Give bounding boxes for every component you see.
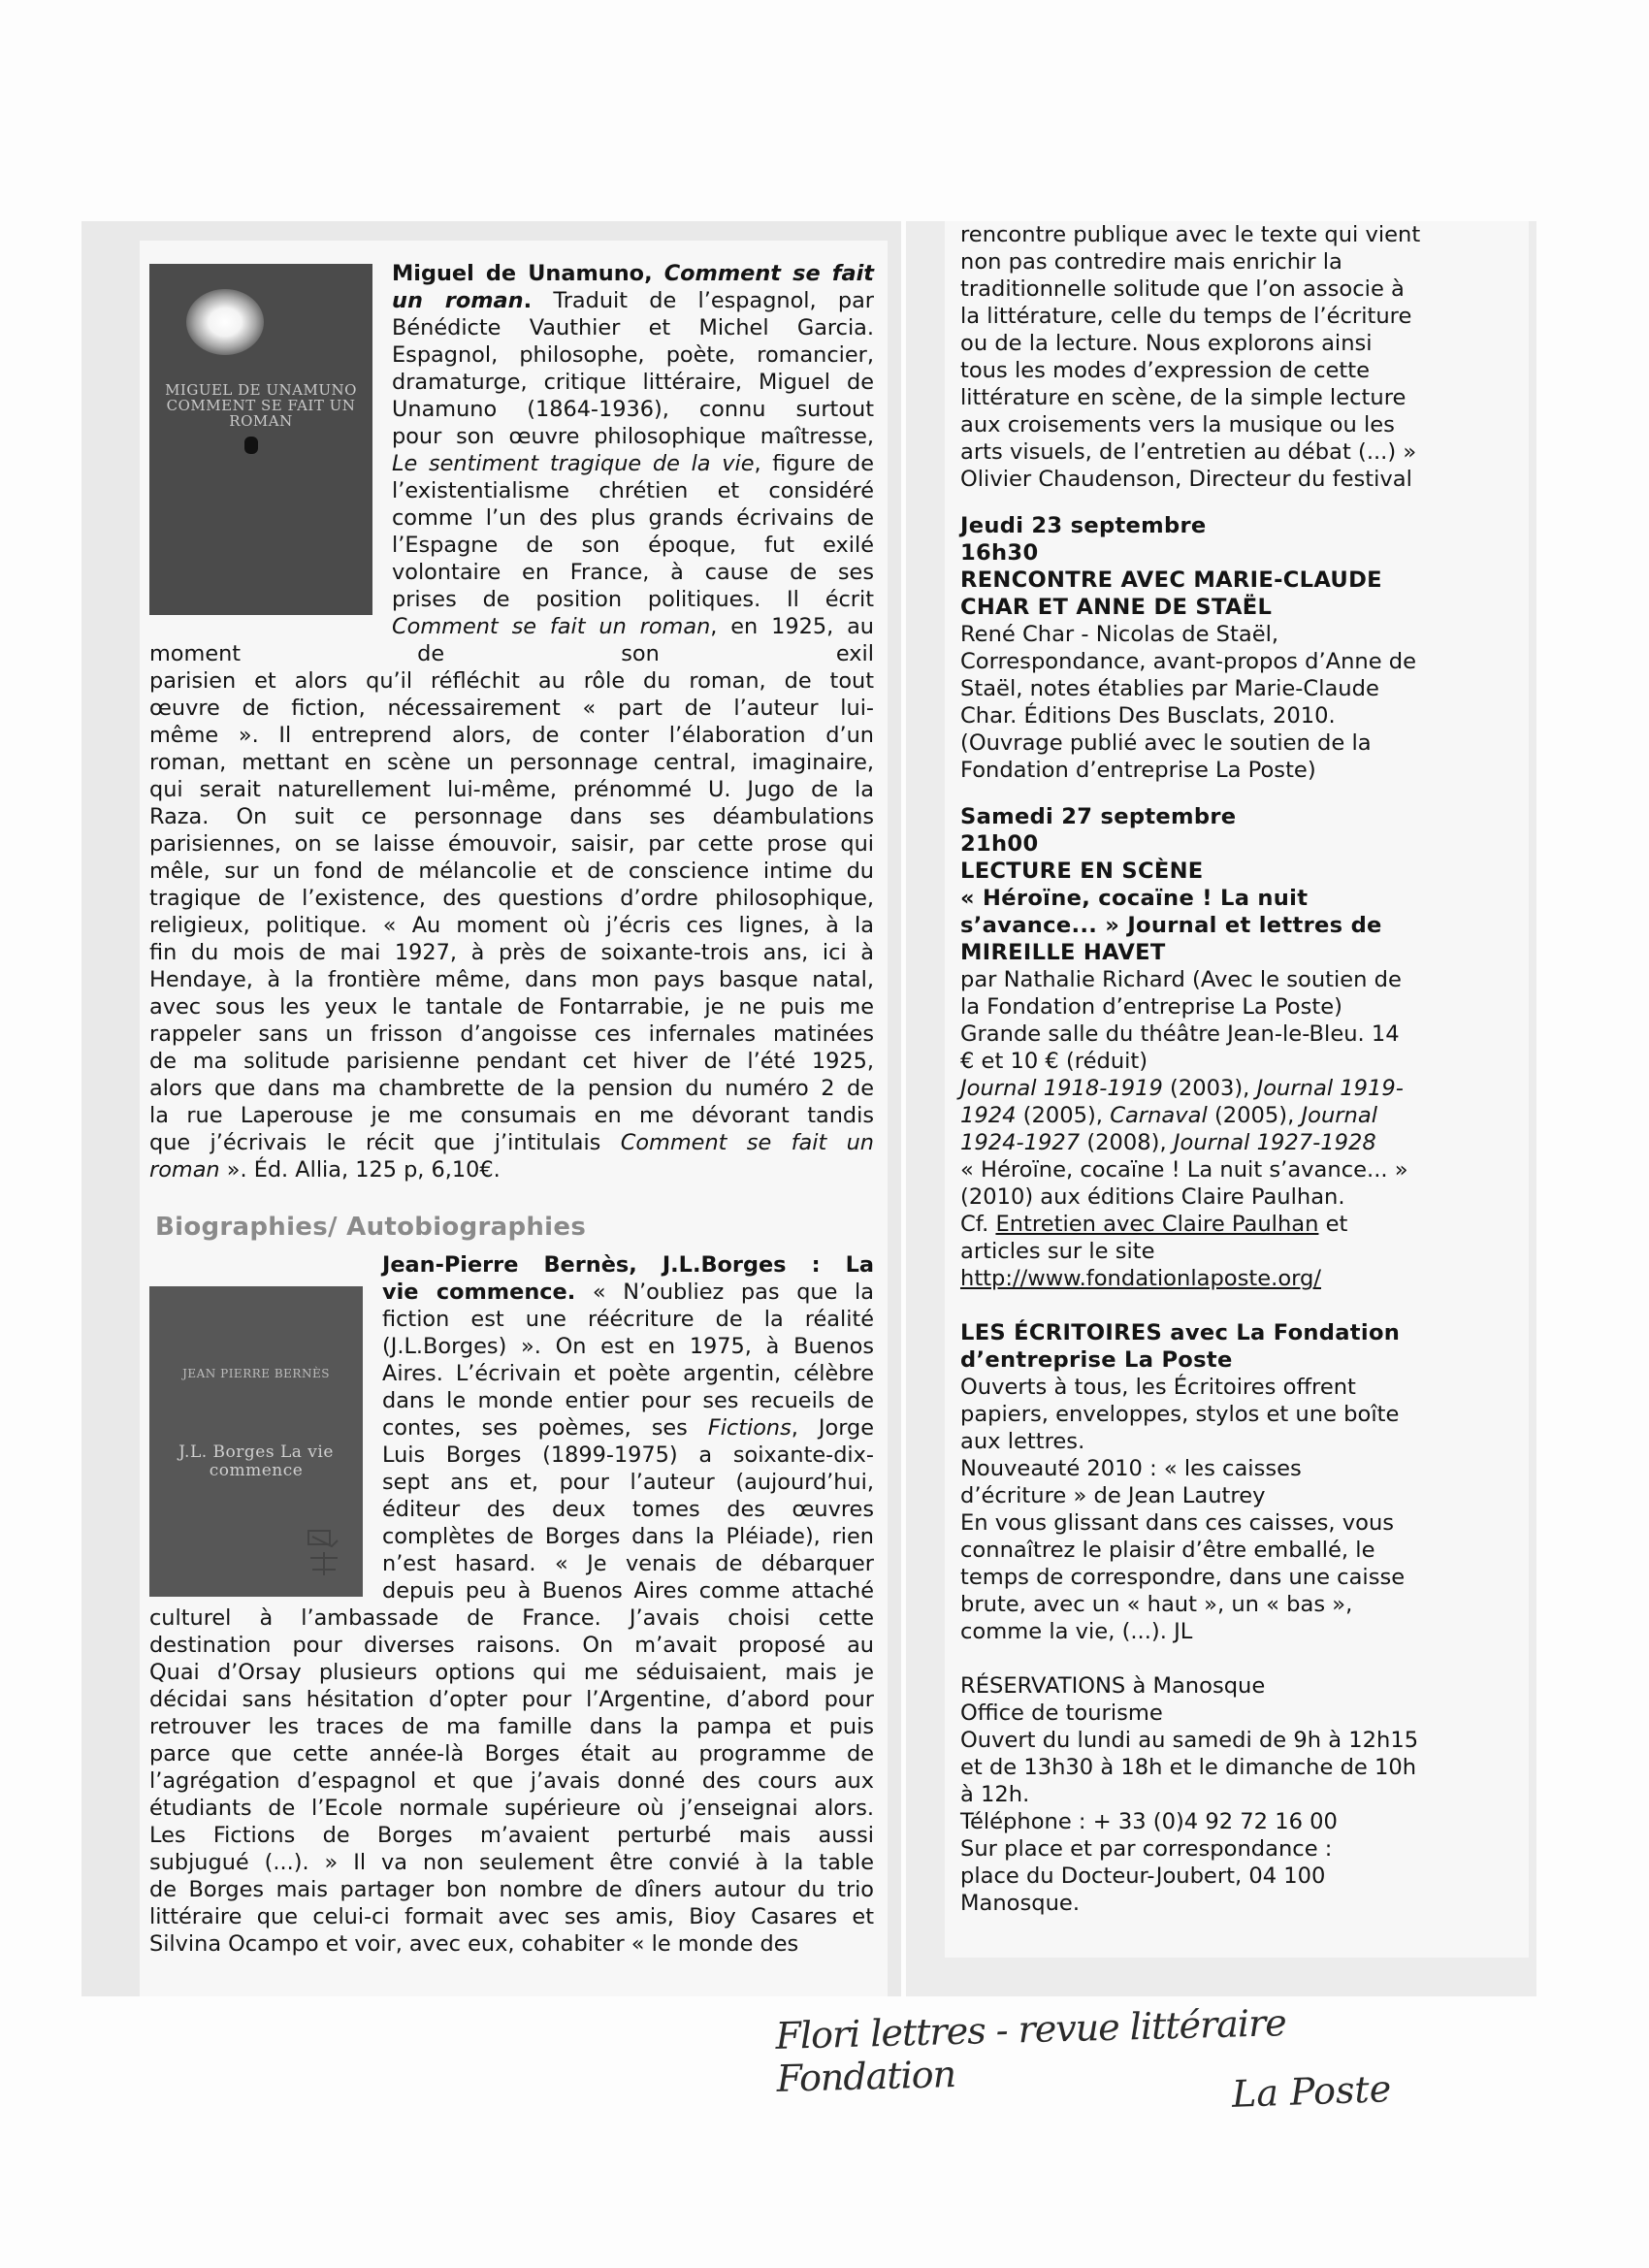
event-body-char-stael: [960, 621, 1519, 784]
text-line: de Borges mais partager bon nombre de dîners autour du trio: [149, 1877, 874, 1902]
text-line: éditeur des deux tomes des œuvres: [382, 1497, 874, 1522]
event-mireille-havet: [960, 803, 1519, 1292]
text-line: Téléphone : + 33 (0)4 92 72 16 00: [960, 1809, 1338, 1834]
ecritoires-block: [960, 1319, 1519, 1645]
review-borges: [149, 1251, 874, 1958]
text-line: pour son œuvre philosophique maîtresse,: [392, 424, 874, 449]
text-line: depuis peu à Buenos Aires comme attaché: [382, 1578, 874, 1604]
text-line: Sur place et par correspondance :: [960, 1836, 1333, 1862]
handwritten-note: [776, 1991, 1436, 2117]
text-line: Miguel de Unamuno, Comment se fait: [392, 261, 874, 286]
text-line: (Ouvrage publié avec le soutien de la: [960, 730, 1372, 756]
text-line: d’écriture » de Jean Lautrey: [960, 1483, 1266, 1508]
text-line: Grande salle du théâtre Jean-le-Bleu. 14: [960, 1021, 1400, 1047]
heading-line: LECTURE EN SCÈNE: [960, 859, 1204, 884]
text-line: RÉSERVATIONS à Manosque: [960, 1673, 1266, 1699]
text-line: Char. Éditions Des Busclats, 2010.: [960, 703, 1336, 729]
text-line: 1924-1927 (2008), Journal 1927-1928: [960, 1130, 1376, 1155]
text-line: René Char - Nicolas de Staël,: [960, 622, 1279, 647]
text-line: rencontre publique avec le texte qui vient: [960, 222, 1421, 247]
text-line: à 12h.: [960, 1782, 1030, 1807]
text-line: Bénédicte Vauthier et Michel Garcia.: [392, 315, 874, 340]
doodle-icon: [303, 1527, 345, 1579]
text-line: avec sous les yeux le tantale de Fontarrabie, je ne puis me: [149, 994, 874, 1020]
text-line: Hendaye, à la frontière même, dans mon pays basque natal,: [149, 967, 874, 992]
text-line: ou de la lecture. Nous explorons ainsi: [960, 331, 1373, 356]
left-column: [81, 221, 901, 1996]
text-line: Les Fictions de Borges m’avaient perturbé mais aussi: [149, 1823, 874, 1848]
text-line: Nouveauté 2010 : « les caisses: [960, 1456, 1302, 1481]
text-line: mêle, sur un fond de mélancolie et de conscience intime du: [149, 859, 874, 884]
ecritoires-body: [960, 1374, 1519, 1645]
text-line: culturel à l’ambassade de France. J’avais choisi cette: [149, 1605, 874, 1631]
text-line: fin du mois de mai 1927, à près de soixante-trois ans, ici à: [149, 940, 874, 965]
text-line: non pas contredire mais enrichir la: [960, 249, 1342, 275]
reservations-block: [960, 1672, 1519, 1917]
event-heading-char-stael: [960, 512, 1519, 621]
text-line: que j’écrivais le récit que j’intitulais Comment se fait un: [149, 1130, 874, 1155]
text-line: Office de tourisme: [960, 1701, 1163, 1726]
text-line: (J.L.Borges) ». On est en 1975, à Buenos: [382, 1334, 874, 1359]
text-line: sept ans et, pour l’auteur (aujourd’hui,: [382, 1470, 874, 1495]
text-line: n’est hasard. « Je venais de débarquer: [382, 1551, 874, 1576]
cover-title-unamuno: MIGUEL DE UNAMUNO COMMENT SE FAIT UN ROMAN: [165, 381, 357, 430]
text-line: Manosque.: [960, 1891, 1080, 1916]
text-line: même ». Il entreprend alors, de conter l’élaboration d’un: [149, 723, 874, 748]
text-line: comme l’un des plus grands écrivains de: [392, 505, 874, 531]
text-line: parisien et alors qu’il réfléchit au rôle du roman, de tout: [149, 668, 874, 694]
text-line: rappeler sans un frisson d’angoisse ces infernales matinées: [149, 1021, 874, 1047]
text-line: l’existentialisme chrétien et considéré: [392, 478, 874, 503]
text-line: religieux, politique. « Au moment où j’écris ces lignes, à la: [149, 913, 874, 938]
text-line: En vous glissant dans ces caisses, vous: [960, 1510, 1395, 1536]
heading-line: Jeudi 23 septembre: [960, 513, 1207, 538]
text-line: décidai sans hésitation d’opter pour l’Argentine, d’abord pour: [149, 1687, 874, 1712]
text-line: articles sur le site: [960, 1239, 1155, 1264]
text-line: (2010) aux éditions Claire Paulhan.: [960, 1184, 1345, 1210]
text-line: tragique de l’existence, des questions d’ordre philosophique,: [149, 886, 874, 911]
text-line: brute, avec un « haut », un « bas »,: [960, 1592, 1353, 1617]
text-line: comme la vie, (...). JL: [960, 1619, 1193, 1644]
text-line: l’Espagne de son époque, fut exilé: [392, 533, 874, 558]
text-line: temps de correspondre, dans une caisse: [960, 1565, 1406, 1590]
text-line: Jean-Pierre Bernès, J.L.Borges : La: [382, 1252, 874, 1278]
heading-line: LES ÉCRITOIRES avec La Fondation: [960, 1320, 1401, 1345]
handwritten-note-line1: Flori lettres - revue littéraire Fondation: [774, 2001, 1287, 2100]
text-line: un roman. Traduit de l’espagnol, par: [392, 288, 874, 313]
text-line: Correspondance, avant-propos d’Anne de: [960, 649, 1417, 674]
text-line: Luis Borges (1899-1975) a soixante-dix-: [382, 1442, 874, 1468]
text-line: l’agrégation d’espagnol et que j’avais donné des cours aux: [149, 1768, 874, 1794]
text-line: place du Docteur-Joubert, 04 100: [960, 1863, 1326, 1889]
text-line: œuvre de fiction, nécessairement « part de l’auteur lui-: [149, 696, 874, 721]
festival-intro-text: [960, 221, 1519, 493]
review-unamuno: [149, 260, 874, 1183]
text-line: complètes de Borges dans la Pléiade), rien: [382, 1524, 874, 1549]
text-line: la Fondation d’entreprise La Poste): [960, 994, 1342, 1020]
text-line: retrouver les traces de ma famille dans la pampa et puis: [149, 1714, 874, 1739]
text-line: 1924 (2005), Carnaval (2005), Journal: [960, 1103, 1377, 1128]
text-line: littéraire que celui-ci formait avec ses amis, Bioy Casares et: [149, 1904, 874, 1929]
text-line: Staël, notes établies par Marie-Claude: [960, 676, 1379, 701]
text-line: Cf. Entretien avec Claire Paulhan et: [960, 1212, 1348, 1237]
heading-line: d’entreprise La Poste: [960, 1347, 1233, 1373]
ecritoires-heading: [960, 1319, 1519, 1374]
text-line: aux lettres.: [960, 1429, 1085, 1454]
text-line: destination pour diverses raisons. On m’avait proposé au: [149, 1633, 874, 1658]
text-line: subjugué (...). » Il va non seulement être convié à la table: [149, 1850, 874, 1875]
text-line: alors que dans ma chambrette de la pension du numéro 2 de: [149, 1076, 874, 1101]
text-line: prises de position politiques. Il écrit: [392, 587, 874, 612]
section-title-biographies: Biographies/ Autobiographies: [155, 1213, 587, 1242]
event-heading-mireille-havet: [960, 803, 1519, 966]
text-line: Silvina Ocampo et voir, avec eux, cohabiter « le monde des: [149, 1931, 799, 1957]
text-line: la littérature, celle du temps de l’écriture: [960, 304, 1412, 329]
right-column: [906, 221, 1536, 1996]
text-line: la rue Laperouse je me consumais en me dévorant tandis: [149, 1103, 874, 1128]
text-line: volontaire en France, à cause de ses: [392, 560, 874, 585]
event-char-stael: [960, 512, 1519, 784]
text-line: papiers, enveloppes, stylos et une boîte: [960, 1402, 1400, 1427]
heading-line: 21h00: [960, 831, 1039, 857]
text-line: Journal 1918-1919 (2003), Journal 1919-: [960, 1076, 1404, 1101]
text-line: littérature en scène, de la simple lecture: [960, 385, 1406, 410]
text-line: € et 10 € (réduit): [960, 1049, 1148, 1074]
cover-title-borges: J.L. Borges La vie commence: [178, 1442, 334, 1480]
text-line: contes, ses poèmes, ses Fictions, Jorge: [382, 1415, 874, 1441]
text-line: Olivier Chaudenson, Directeur du festival: [960, 467, 1412, 492]
heading-line: 16h30: [960, 540, 1039, 566]
text-line: roman ». Éd. Allia, 125 p, 6,10€.: [149, 1157, 501, 1183]
text-line: qui serait naturellement lui-même, prénommé U. Jugo de la: [149, 777, 874, 802]
text-line: vie commence. « N’oubliez pas que la: [382, 1280, 874, 1305]
text-line: Le sentiment tragique de la vie, figure de: [392, 451, 874, 476]
event-body-mireille-havet: [960, 966, 1519, 1292]
heading-line: s’avance... » Journal et lettres de: [960, 913, 1382, 938]
text-line: roman, mettant en scène un personnage central, imaginaire,: [149, 750, 874, 775]
text-line: par Nathalie Richard (Avec le soutien de: [960, 967, 1402, 992]
text-line: « Héroïne, cocaïne ! La nuit s’avance... »: [960, 1157, 1408, 1183]
cover-emblem-icon: [244, 437, 258, 454]
text-line: et de 13h30 à 18h et le dimanche de 10h: [960, 1755, 1417, 1780]
cover-light-glow: [186, 289, 264, 355]
heading-line: « Héroïne, cocaïne ! La nuit: [960, 886, 1309, 911]
text-line: fiction est une réécriture de la réalité: [382, 1307, 874, 1332]
text-line: Ouverts à tous, les Écritoires offrent: [960, 1375, 1356, 1400]
text-line: parisiennes, on se laisse émouvoir, saisir, par cette prose qui: [149, 831, 874, 857]
text-line: connaîtrez le plaisir d’être emballé, le: [960, 1538, 1375, 1563]
text-line: Aires. L’écrivain et poète argentin, célèbre: [382, 1361, 874, 1386]
heading-line: MIREILLE HAVET: [960, 940, 1166, 965]
book-cover-unamuno: [149, 264, 372, 615]
heading-line: Samedi 27 septembre: [960, 804, 1237, 829]
text-line: tous les modes d’expression de cette: [960, 358, 1371, 383]
text-line: traditionnelle solitude que l’on associe à: [960, 276, 1405, 302]
heading-line: RENCONTRE AVEC MARIE-CLAUDE: [960, 567, 1382, 593]
handwritten-note-line2: La Poste: [1231, 2067, 1392, 2116]
text-line: Quai d’Orsay plusieurs options qui me séduisaient, mais je: [149, 1660, 874, 1685]
text-line: aux croisements vers la musique ou les: [960, 412, 1395, 437]
text-line: de ma solitude parisienne pendant cet hiver de l’été 1925,: [149, 1049, 874, 1074]
text-line: étudiants de l’Ecole normale supérieure où j’enseignai alors.: [149, 1796, 874, 1821]
text-line: arts visuels, de l’entretien au débat (...) »: [960, 439, 1417, 465]
text-line: dramaturge, critique littéraire, Miguel de: [392, 370, 874, 395]
text-line: dans le monde entier pour ses recueils de: [382, 1388, 874, 1413]
text-line: Raza. On suit ce personnage dans ses déambulations: [149, 804, 874, 829]
text-line: Espagnol, philosophe, poète, romancier,: [392, 342, 874, 368]
cover-author-borges: JEAN PIERRE BERNÈS: [182, 1367, 330, 1380]
text-line: parce que cette année-là Borges était au programme de: [149, 1741, 874, 1766]
text-line: Comment se fait un roman, en 1925, au moment de son exil: [149, 614, 874, 666]
text-line: Ouvert du lundi au samedi de 9h à 12h15: [960, 1728, 1419, 1753]
text-line: Fondation d’entreprise La Poste): [960, 758, 1316, 783]
text-line: http://www.fondationlaposte.org/: [960, 1266, 1321, 1291]
heading-line: CHAR ET ANNE DE STAËL: [960, 595, 1273, 620]
text-line: Unamuno (1864-1936), connu surtout: [392, 397, 874, 422]
